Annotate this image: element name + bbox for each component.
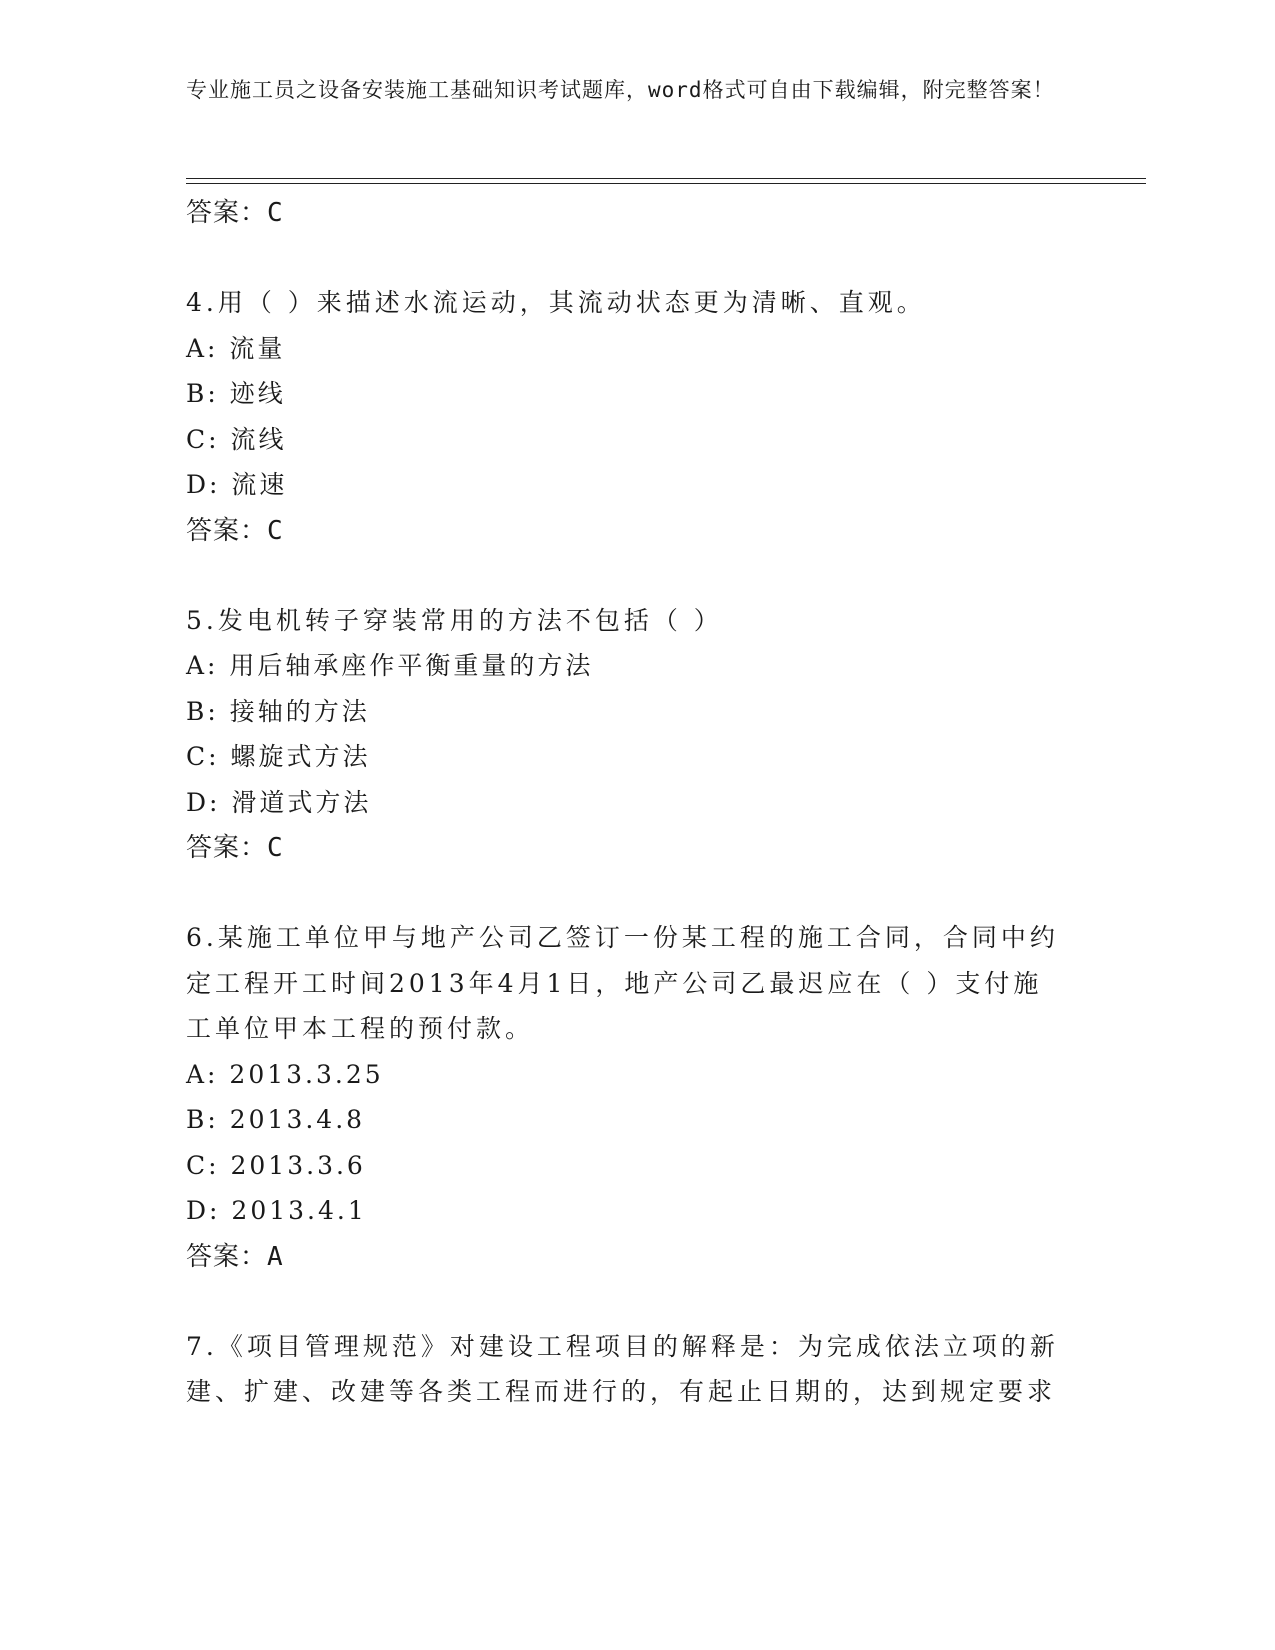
option-d: D: 滑道式方法 bbox=[186, 787, 372, 817]
question-text: 4.用（ ）来描述水流运动，其流动状态更为清晰、直观。 bbox=[186, 288, 926, 317]
option-c: C: 螺旋式方法 bbox=[186, 742, 371, 771]
option-a: A: 用后轴承座作平衡重量的方法 bbox=[186, 651, 594, 680]
document-body bbox=[186, 190, 1066, 1415]
question-6 bbox=[186, 915, 1066, 1280]
option-a: A: 2013.3.25 bbox=[186, 1059, 384, 1089]
option-d: D: 2013.4.1 bbox=[186, 1196, 367, 1225]
option-b: B: 迹线 bbox=[186, 379, 286, 408]
option-c: C: 流线 bbox=[186, 424, 287, 454]
header-rule-bottom bbox=[186, 183, 1146, 184]
option-b: B: 接轴的方法 bbox=[186, 696, 370, 726]
option-b: B: 2013.4.8 bbox=[186, 1105, 366, 1134]
question-5 bbox=[186, 598, 1066, 872]
question-text: 5.发电机转子穿装常用的方法不包括（ ） bbox=[186, 605, 723, 635]
answer: 答案：C bbox=[186, 833, 284, 863]
answer: 答案：A bbox=[186, 1241, 284, 1272]
answer-q3: 答案：C bbox=[186, 198, 284, 228]
option-a: A: 流量 bbox=[186, 333, 286, 363]
question-4 bbox=[186, 280, 1066, 554]
option-d: D: 流速 bbox=[186, 470, 288, 499]
question-7-partial: 7.《项目管理规范》对建设工程项目的解释是：为完成依法立项的新建、扩建、改建等各类工程而进行的，有起止日期的，达到规定要求 bbox=[186, 1331, 1059, 1406]
header-rule-top bbox=[186, 178, 1146, 179]
option-c: C: 2013.3.6 bbox=[186, 1150, 366, 1180]
answer: 答案：C bbox=[186, 515, 284, 546]
question-text: 6.某施工单位甲与地产公司乙签订一份某工程的施工合同，合同中约定工程开工时间2013年4月1日，地产公司乙最迟应在（ ）支付施工单位甲本工程的预付款。 bbox=[186, 923, 1059, 1043]
document-header: 专业施工员之设备安装施工基础知识考试题库，word格式可自由下载编辑，附完整答案！ bbox=[186, 78, 1055, 102]
